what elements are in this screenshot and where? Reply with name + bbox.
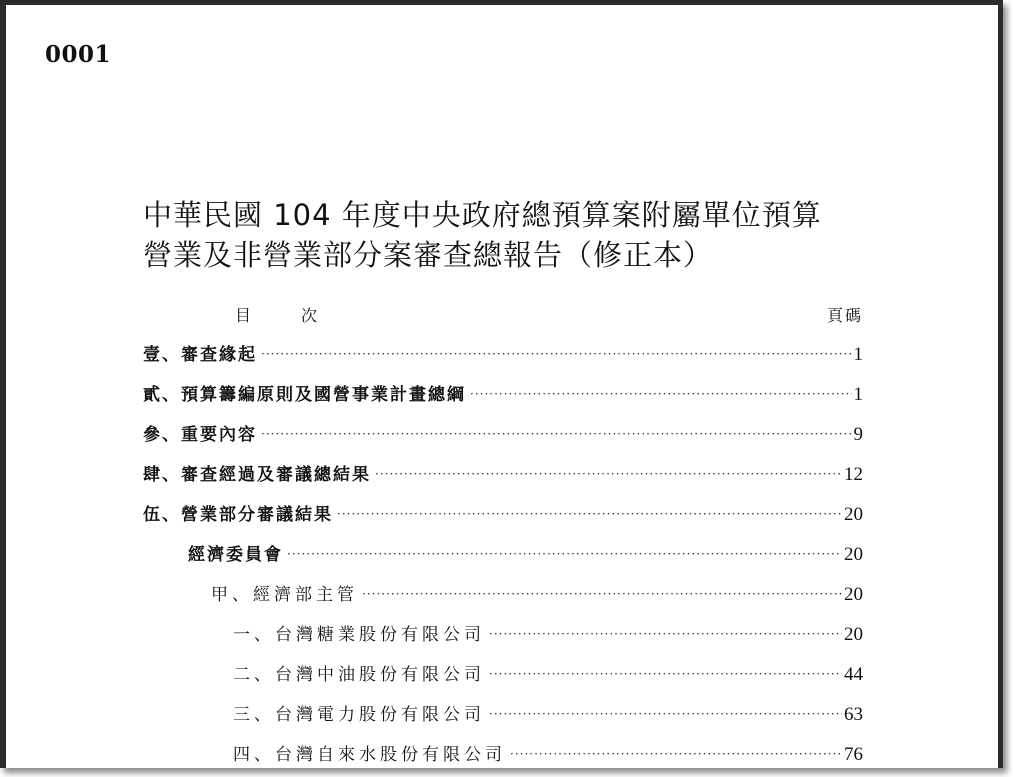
toc-entry[interactable]	[143, 740, 863, 768]
title-line-2: 營業及非營業部分案審查總報告（修正本）	[143, 238, 714, 272]
toc-entry-label: 三、台灣電力股份有限公司	[233, 705, 485, 725]
toc-entry-page: 20	[844, 584, 863, 605]
leader-dots	[470, 387, 852, 401]
toc-entry-label: 參、重要內容	[143, 425, 257, 445]
toc-entry-label: 一、台灣糖業股份有限公司	[233, 625, 485, 645]
toc-entry-label: 壹、審查緣起	[143, 345, 257, 365]
toc-entry[interactable]	[143, 380, 863, 420]
toc-entry-page: 76	[844, 744, 863, 765]
toc-entry-label: 伍、營業部分審議結果	[143, 505, 333, 525]
toc-entry-page: 63	[844, 704, 863, 725]
toc-entry-label: 貳、預算籌編原則及國營事業計畫總綱	[143, 385, 466, 405]
toc-entry[interactable]	[143, 500, 863, 540]
toc-entry[interactable]	[143, 580, 863, 620]
toc-entry[interactable]	[143, 700, 863, 740]
leader-dots	[489, 707, 842, 721]
toc-entry-label: 四、台灣自來水股份有限公司	[233, 745, 506, 765]
toc-page-label: 頁碼	[826, 306, 863, 325]
leader-dots	[510, 747, 842, 761]
table-of-contents	[143, 340, 863, 768]
toc-entry-page: 20	[844, 544, 863, 565]
toc-entry-label: 肆、審查經過及審議總結果	[143, 465, 371, 485]
toc-entry-page: 20	[844, 624, 863, 645]
toc-entry-page: 20	[844, 504, 863, 525]
toc-entry-page: 12	[844, 464, 863, 485]
toc-entry-page: 44	[844, 664, 863, 685]
leader-dots	[489, 667, 842, 681]
toc-entry[interactable]	[143, 420, 863, 460]
toc-entry-page: 1	[853, 384, 863, 405]
toc-entry[interactable]	[143, 620, 863, 660]
document-title	[143, 195, 822, 275]
title-line-1: 中華民國 104 年度中央政府總預算案附屬單位預算	[143, 198, 822, 232]
leader-dots	[261, 347, 852, 361]
toc-entry[interactable]	[143, 340, 863, 380]
toc-contents-label: 目次	[235, 306, 368, 325]
leader-dots	[489, 627, 842, 641]
leader-dots	[375, 467, 842, 481]
toc-entry-page: 1	[853, 344, 863, 365]
toc-entry-label: 甲、經濟部主管	[211, 585, 358, 605]
leader-dots	[362, 587, 842, 601]
leader-dots	[337, 507, 842, 521]
document-page	[6, 5, 998, 768]
toc-entry[interactable]	[143, 540, 863, 580]
page-number: 0001	[45, 41, 112, 68]
toc-entry-page: 9	[853, 424, 863, 445]
toc-entry-label: 二、台灣中油股份有限公司	[233, 665, 485, 685]
toc-header	[143, 303, 863, 327]
toc-entry[interactable]	[143, 460, 863, 500]
toc-entry-label: 經濟委員會	[188, 545, 283, 565]
toc-entry[interactable]	[143, 660, 863, 700]
leader-dots	[287, 547, 842, 561]
leader-dots	[261, 427, 852, 441]
